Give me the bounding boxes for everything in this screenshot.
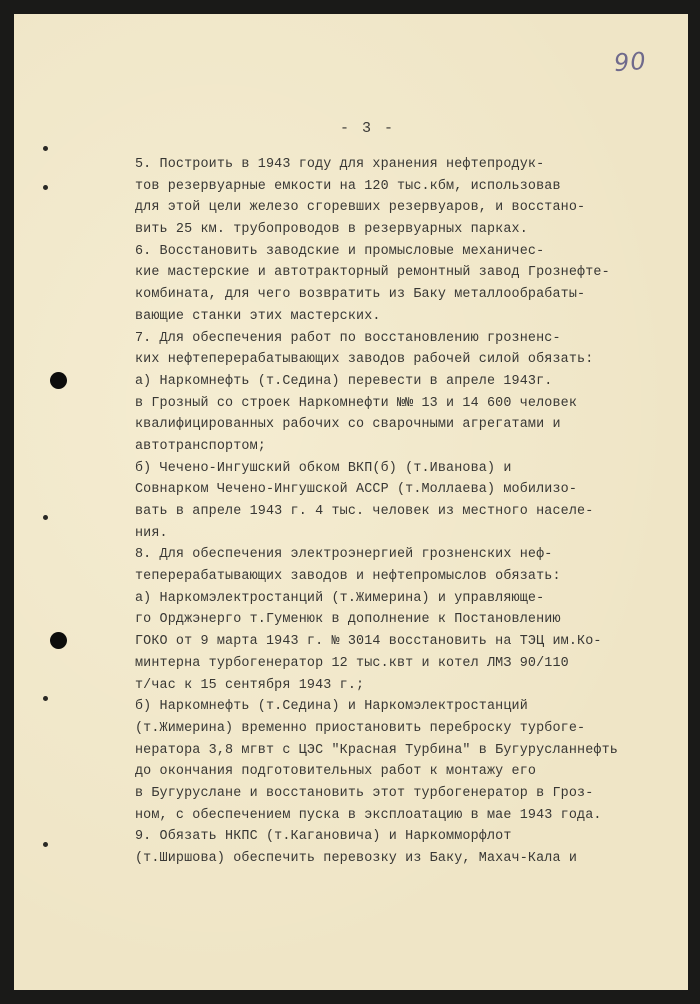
text-line: 5. Построить в 1943 году для хранения нефтепродук- bbox=[135, 157, 545, 172]
text-line: до окончания подготовительных работ к монтажу его bbox=[135, 764, 537, 780]
text-line: автотранспортом; bbox=[135, 438, 266, 454]
text-line: ном, с обеспечением пуска в эксплоатацию в мае 1943 года. bbox=[135, 807, 602, 823]
text-line: комбината, для чего возвратить из Баку металлообрабаты- bbox=[135, 287, 586, 303]
text-line: (т.Ширшова) обеспечить перевозку из Баку, Махач-Кала и bbox=[135, 851, 578, 866]
text-line: для этой цели железо сгоревших резервуаров, и восстано- bbox=[135, 200, 586, 216]
text-line: а) Наркомэлектростанций (т.Жимерина) и управляюще- bbox=[135, 590, 545, 606]
binding-pin-mark bbox=[43, 696, 48, 701]
text-line: квалифицированных рабочих со сварочными агрегатами и bbox=[135, 417, 561, 433]
text-line: ния. bbox=[135, 525, 168, 541]
text-line: ГОКО от 9 марта 1943 г. № 3014 восстановить на ТЭЦ им.Ко- bbox=[135, 634, 602, 650]
text-line: ких нефтеперерабатывающих заводов рабочей силой обязать: bbox=[135, 352, 594, 368]
text-line: а) Наркомнефть (т.Седина) перевести в апреле 1943г. bbox=[135, 373, 553, 389]
text-line: 9. Обязать НКПС (т.Кагановича) и Наркомморфлот bbox=[135, 829, 512, 845]
binding-pin-mark bbox=[43, 185, 48, 190]
text-line: минтерна турбогенератор 12 тыс.квт и котел ЛМЗ 90/110 bbox=[135, 655, 569, 671]
text-line: в Бугуруслане и восстановить этот турбогенератор в Гроз- bbox=[135, 785, 594, 801]
text-line: т/час к 15 сентября 1943 г.; bbox=[135, 677, 365, 693]
text-line: в Грозный со строек Наркомнефти №№ 13 и 14 600 человек bbox=[135, 395, 578, 411]
text-line: 8. Для обеспечения электроэнергией грозненских неф- bbox=[135, 547, 553, 563]
text-line: б) Чечено-Ингушский обком ВКП(б) (т.Иванова) и bbox=[135, 460, 512, 476]
document-page bbox=[14, 14, 688, 990]
punch-hole bbox=[50, 632, 67, 649]
page-header-number: - 3 - bbox=[340, 120, 396, 137]
text-line: вать в апреле 1943 г. 4 тыс. человек из местного населе- bbox=[135, 504, 594, 519]
text-line: б) Наркомнефть (т.Седина) и Наркомэлектростанций bbox=[135, 699, 528, 715]
text-line: (т.Жимерина) временно приостановить переброску турбоге- bbox=[135, 720, 586, 736]
text-line: 7. Для обеспечения работ по восстановлению грозненс- bbox=[135, 330, 561, 346]
text-line: теперерабатывающих заводов и нефтепромыслов обязать: bbox=[135, 569, 561, 585]
text-line: 6. Восстановить заводские и промысловые механичес- bbox=[135, 243, 545, 259]
binding-pin-mark bbox=[43, 146, 48, 151]
text-line: вающие станки этих мастерских. bbox=[135, 308, 381, 324]
text-line: Совнарком Чечено-Ингушской АССР (т.Моллаева) мобилизо- bbox=[135, 482, 578, 498]
archive-page-number: 90 bbox=[613, 46, 648, 78]
binding-pin-mark bbox=[43, 515, 48, 520]
text-line: нератора 3,8 мгвт с ЦЭС "Красная Турбина" в Бугурусланнефть bbox=[135, 742, 618, 758]
text-line: тов резервуарные емкости на 120 тыс.кбм, использовав bbox=[135, 178, 561, 194]
text-line: кие мастерские и автотракторный ремонтный завод Грознефте- bbox=[135, 265, 610, 281]
document-body bbox=[135, 154, 665, 870]
text-line: вить 25 км. трубопроводов в резервуарных парках. bbox=[135, 222, 528, 238]
text-line: го Орджэнерго т.Гуменюк в дополнение к Постановлению bbox=[135, 612, 561, 628]
punch-hole bbox=[50, 372, 67, 389]
binding-pin-mark bbox=[43, 842, 48, 847]
